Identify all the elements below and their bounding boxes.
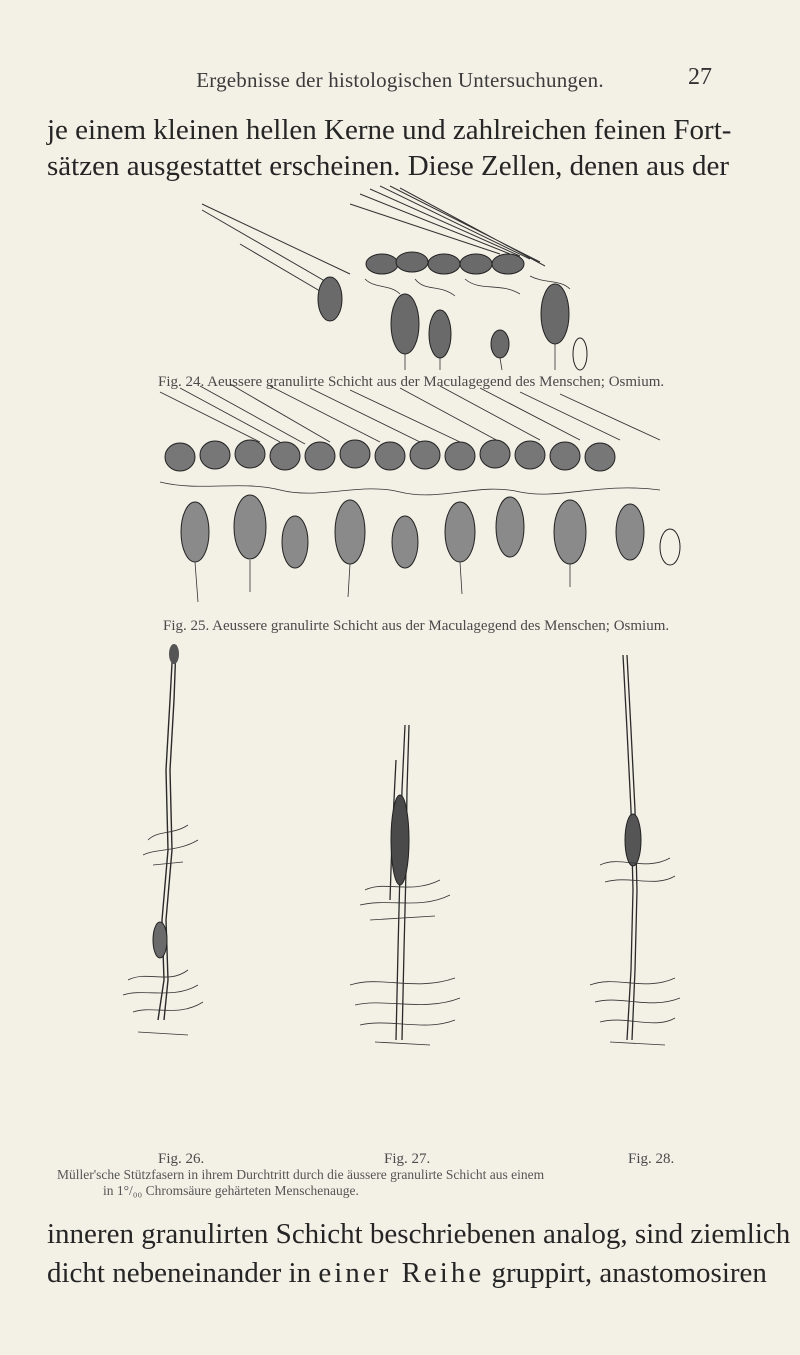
figure-28-label: Fig. 28. [628,1151,675,1167]
figure-26-label: Fig. 26. [158,1151,205,1167]
body-line-3: inneren granulirten Schicht beschriebenen analog, sind ziemlich [47,1218,791,1250]
figure-25-caption: Fig. 25. Aeussere granulirte Schicht aus der Maculagegend des Menschen; Osmium. [163,618,670,634]
figure-25-illustration [140,382,700,604]
page-number: 27 [688,64,712,90]
running-title: Ergebnisse der histologischen Untersuchungen. [196,68,604,92]
body-line-1: je einem kleinen hellen Kerne und zahlreichen feinen Fort- [47,114,732,146]
body-line-4-spaced: einer Reihe [318,1257,485,1289]
figure-24-illustration [200,184,600,372]
figure-24-caption: Fig. 24. Aeussere granulirte Schicht aus der Maculagegend des Menschen; Osmium. [158,374,665,390]
body-line-4-start: dicht nebeneinander in [47,1257,319,1289]
figure-28-illustration [575,650,685,1050]
caption-line-1: Müller'sche Stützfasern in ihrem Durchtritt durch die äussere granulirte Schicht aus einem [57,1167,545,1182]
body-line-2: sätzen ausgestattet erscheinen. Diese Zellen, denen aus der [47,150,730,182]
figure-27-label: Fig. 27. [384,1151,431,1167]
figure-27-illustration [330,720,480,1050]
body-line-4-end: gruppirt, anastomosiren [484,1257,767,1289]
body-line-4 [47,1255,767,1291]
figure-26-illustration [118,640,218,1050]
caption-line-2: in 1°/₀₀ Chromsäure gehärteten Menschenauge. [103,1183,359,1198]
figures-26-28-caption [57,1167,747,1199]
